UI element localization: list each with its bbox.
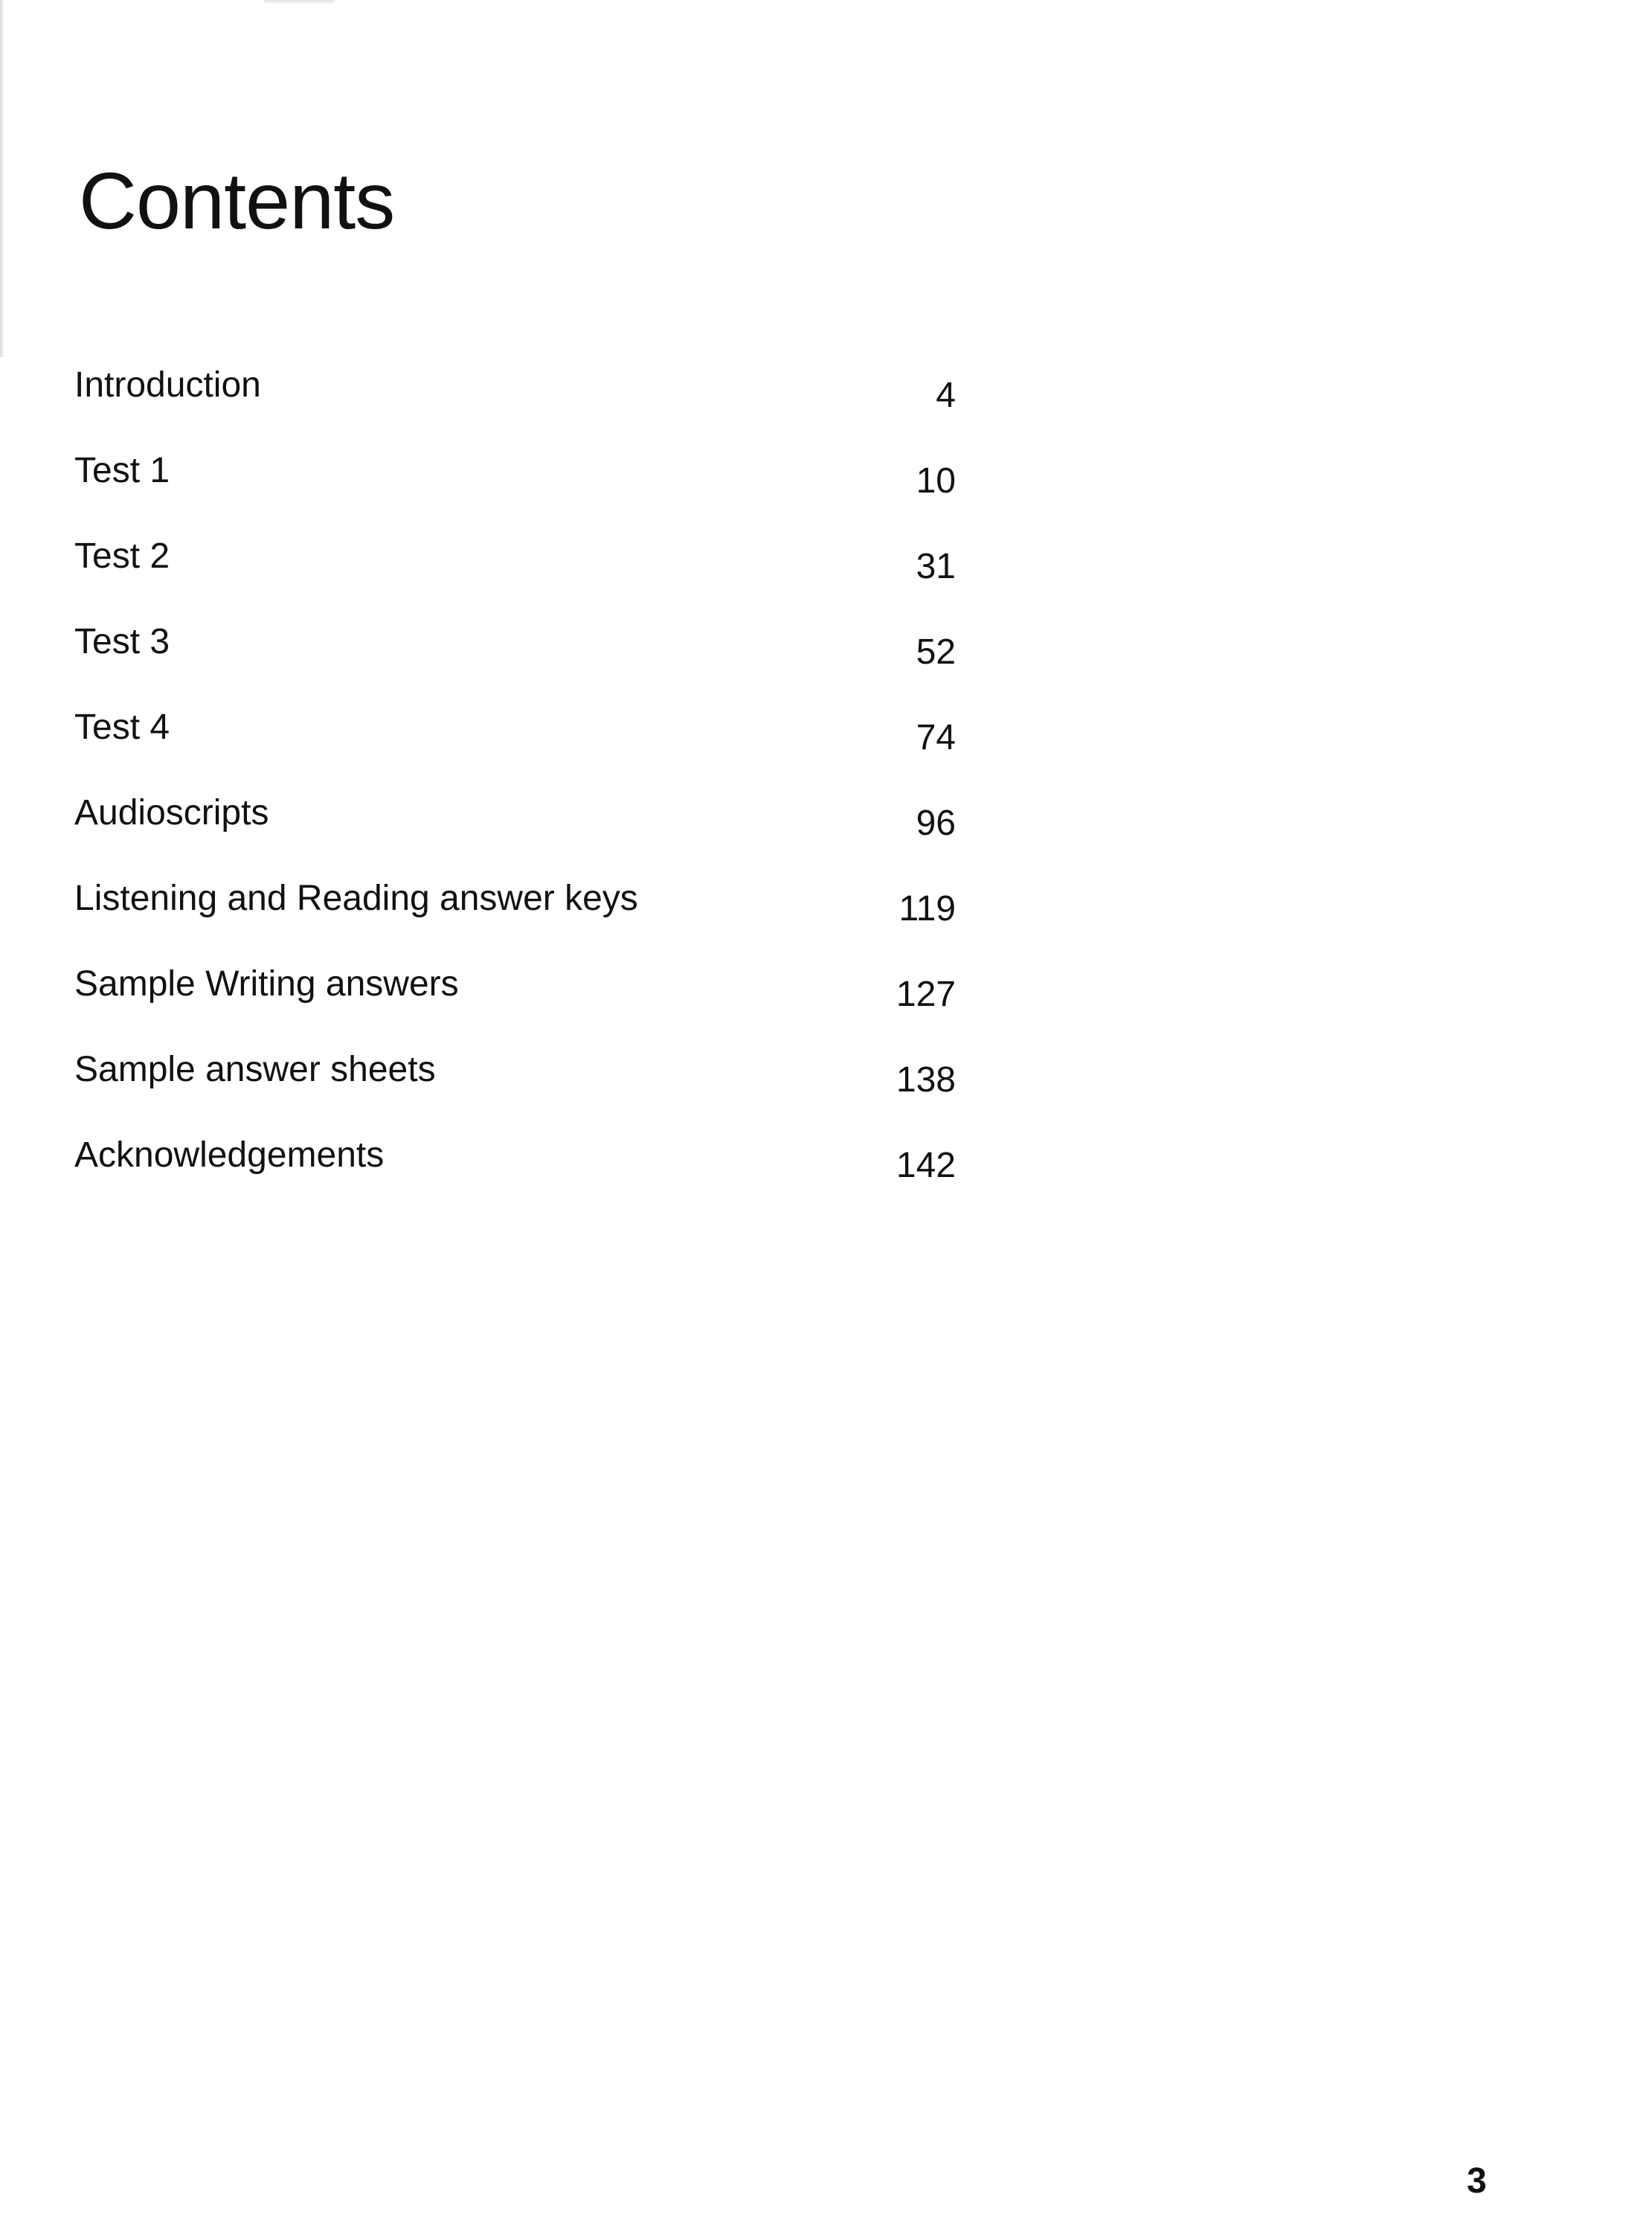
- toc-entry-test-4: [74, 707, 956, 766]
- toc-entry-label: Listening and Reading answer keys: [74, 879, 638, 918]
- scan-edge-shadow: [0, 0, 4, 357]
- toc-entry-acknowledgements: [74, 1135, 956, 1194]
- toc-entry-page-number: 4: [936, 376, 956, 415]
- toc-entry-introduction: [74, 365, 956, 424]
- toc-entry-test-3: [74, 621, 956, 681]
- toc-entry-sample-writing: [74, 963, 956, 1023]
- toc-entry-label: Introduction: [74, 365, 261, 405]
- toc-entry-label: Test 1: [74, 451, 170, 490]
- table-of-contents: [74, 0, 956, 1265]
- toc-entry-audioscripts: [74, 792, 956, 852]
- page-title: Contents: [79, 155, 395, 246]
- toc-entry-label: Sample Writing answers: [74, 964, 459, 1004]
- toc-entry-page-number: 96: [916, 804, 956, 843]
- toc-entry-test-1: [74, 450, 956, 510]
- toc-entry-label: Test 4: [74, 708, 170, 747]
- page-number: 3: [1467, 2161, 1487, 2201]
- toc-entry-page-number: 138: [896, 1060, 956, 1100]
- toc-entry-label: Acknowledgements: [74, 1135, 385, 1175]
- toc-entry-label: Audioscripts: [74, 793, 269, 833]
- toc-entry-answer-keys: [74, 878, 956, 937]
- toc-entry-label: Test 3: [74, 622, 170, 661]
- toc-entry-page-number: 31: [916, 547, 956, 586]
- toc-entry-page-number: 52: [916, 632, 956, 672]
- toc-entry-page-number: 74: [916, 718, 956, 757]
- toc-entry-label: Test 2: [74, 536, 170, 576]
- toc-entry-test-2: [74, 536, 956, 595]
- toc-entry-answer-sheets: [74, 1049, 956, 1109]
- toc-entry-page-number: 119: [899, 889, 956, 929]
- toc-entry-label: Sample answer sheets: [74, 1050, 436, 1089]
- toc-entry-page-number: 142: [896, 1146, 956, 1185]
- toc-entry-page-number: 127: [896, 975, 956, 1014]
- toc-entry-page-number: 10: [916, 461, 956, 501]
